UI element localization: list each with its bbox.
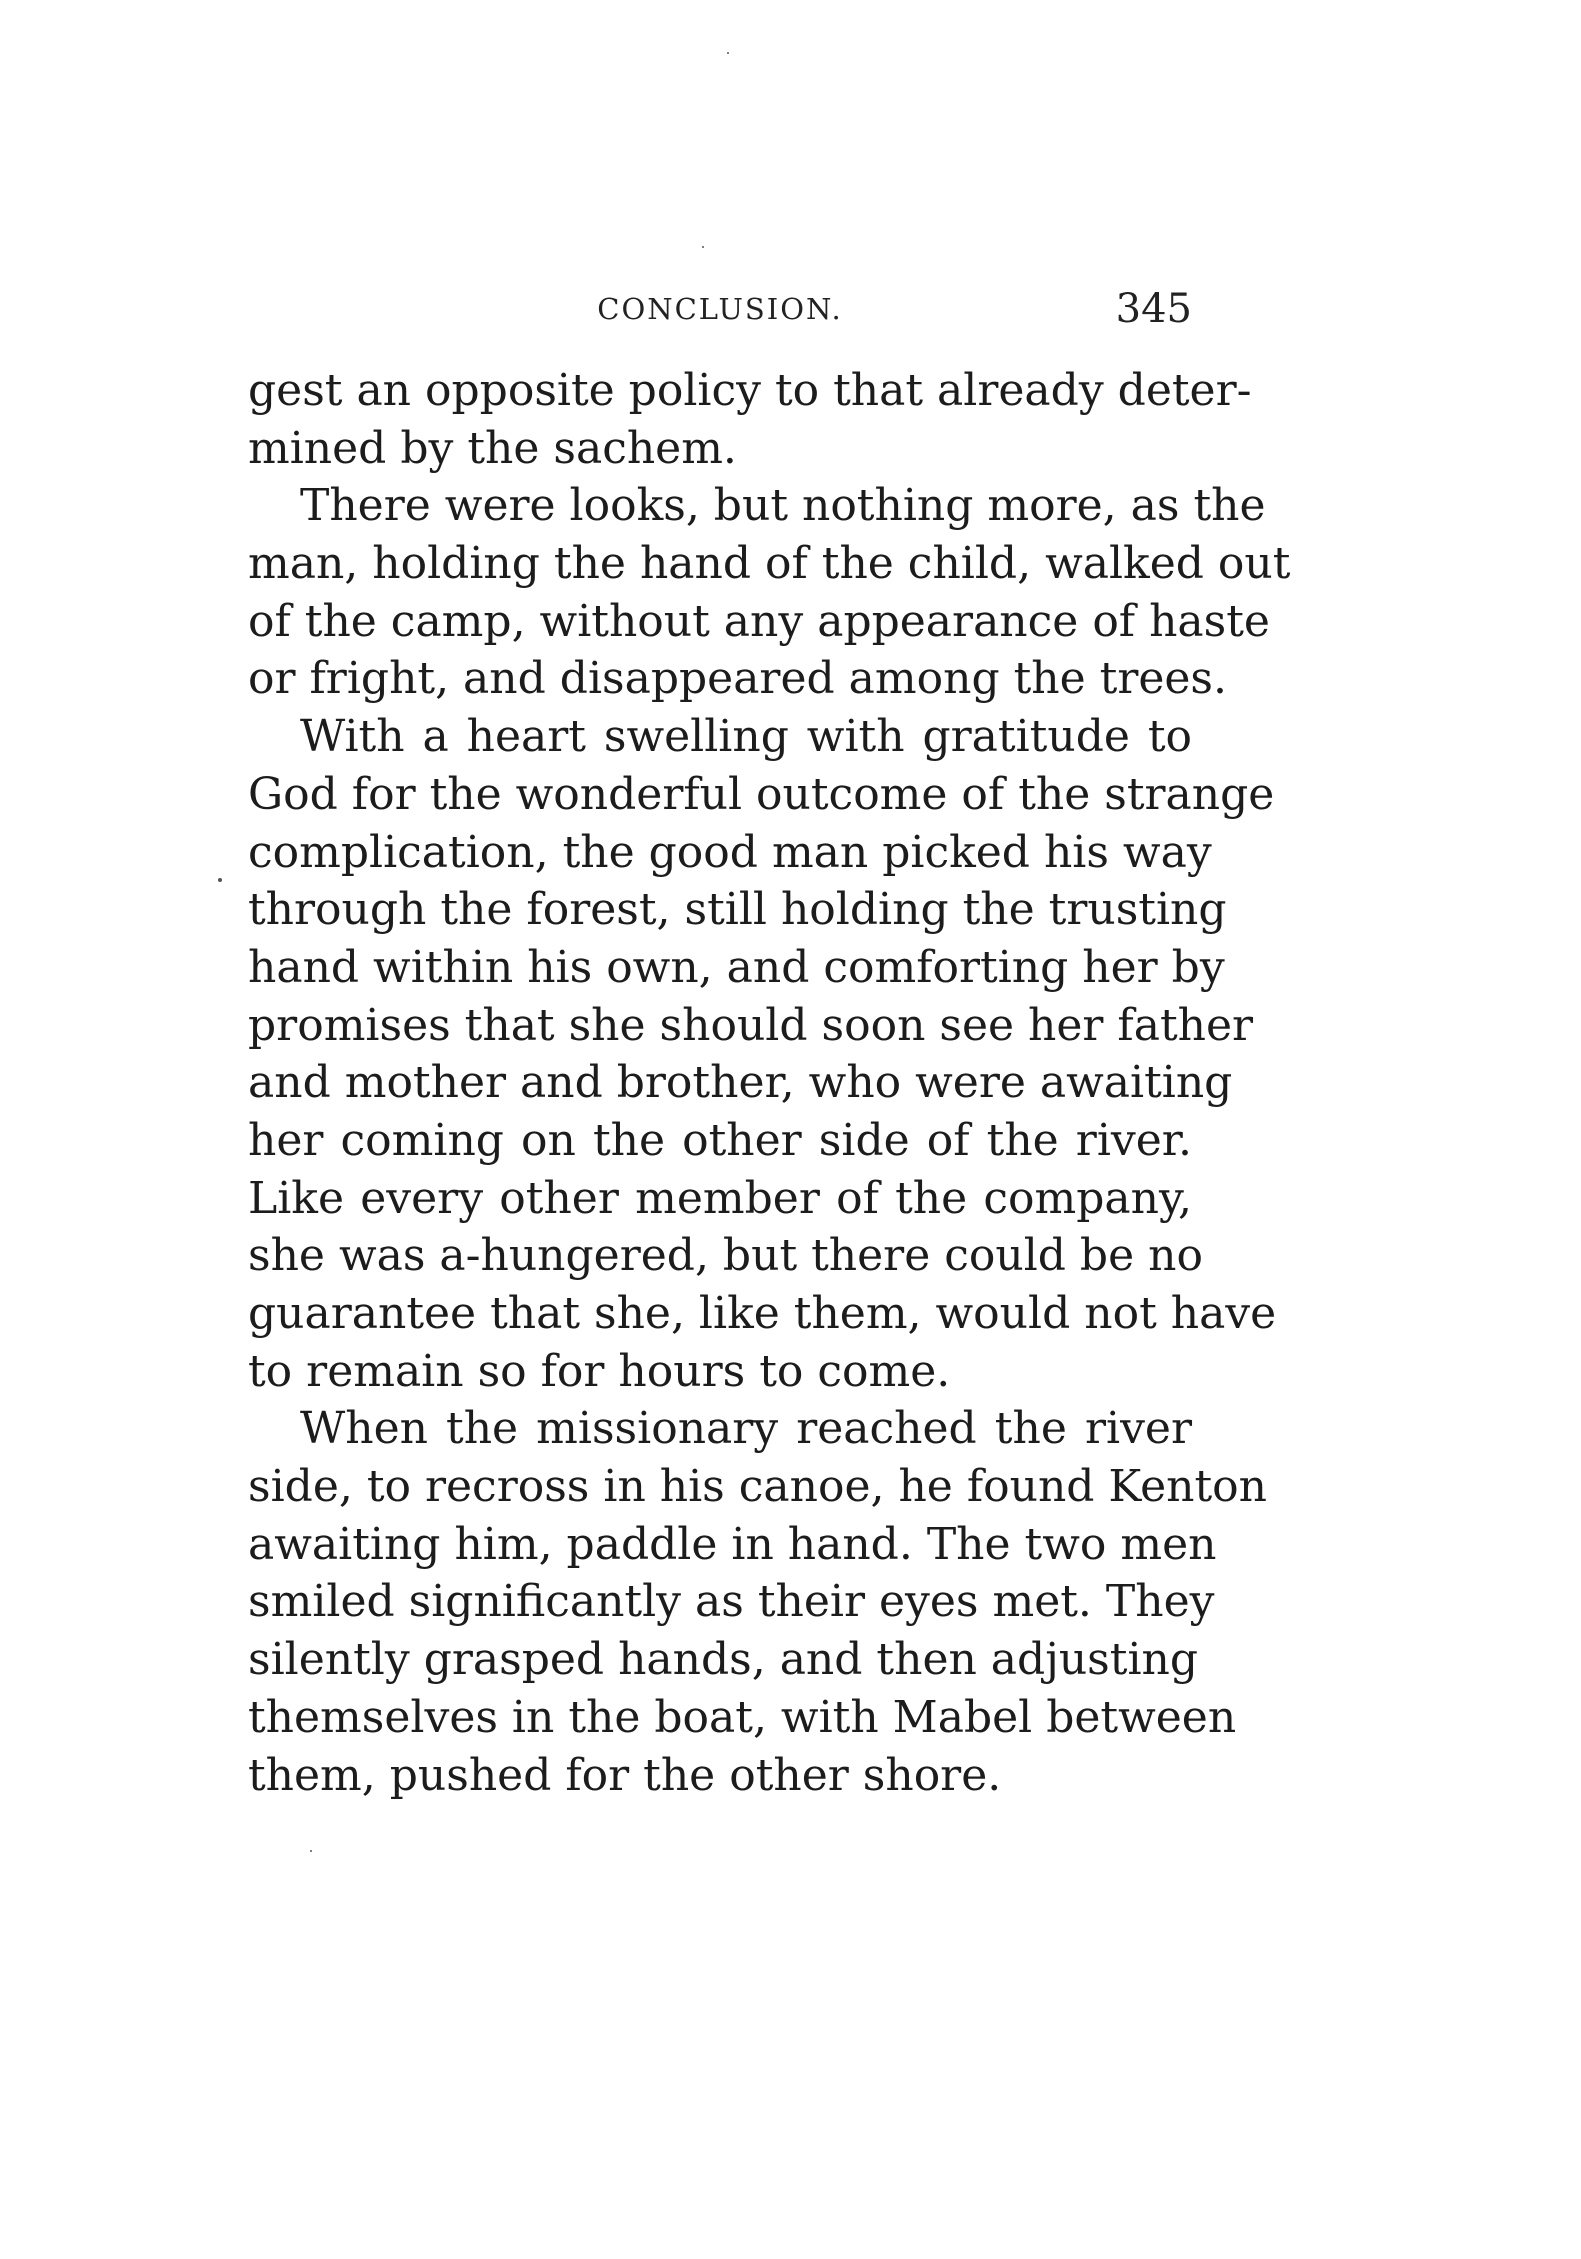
text-line: them, pushed for the other shore. [248, 1749, 1002, 1801]
text-line: Like every other member of the company, [248, 1172, 1192, 1224]
text-line: awaiting him, paddle in hand. The two men [248, 1518, 1217, 1570]
text-line: hand within his own, and comforting her by [248, 941, 1225, 993]
text-line: When the missionary reached the river [300, 1403, 1192, 1455]
text-line: and mother and brother, who were awaiting [248, 1057, 1233, 1109]
scan-speck [727, 52, 729, 54]
running-head [248, 286, 1192, 336]
text-line: or fright, and disappeared among the trees. [248, 653, 1227, 705]
text-line: guarantee that she, like them, would not have [248, 1288, 1277, 1339]
text-line: There were looks, but nothing more, as the [300, 480, 1266, 532]
text-line: promises that she should soon see her father [248, 999, 1254, 1051]
text-line: God for the wonderful outcome of the strange [248, 768, 1275, 820]
scan-speck [310, 1850, 312, 1852]
text-line: smiled significantly as their eyes met. They [248, 1576, 1215, 1628]
scan-speck [218, 878, 222, 882]
page-number: 345 [1115, 286, 1192, 332]
body-text [248, 362, 1291, 1804]
text-line: mined by the sachem. [248, 422, 737, 474]
chapter-title: CONCLUSION. [597, 292, 843, 326]
text-line: through the forest, still holding the trusting [248, 884, 1227, 936]
text-line: she was a-hungered, but there could be no [248, 1230, 1203, 1282]
text-line: to remain so for hours to come. [248, 1345, 951, 1397]
text-line: her coming on the other side of the river. [248, 1114, 1192, 1166]
text-line: themselves in the boat, with Mabel between [248, 1691, 1237, 1743]
text-line: With a heart swelling with gratitude to [300, 711, 1192, 763]
text-line: of the camp, without any appearance of haste [248, 595, 1270, 647]
text-line: side, to recross in his canoe, he found Kenton [248, 1461, 1268, 1513]
text-line: complication, the good man picked his way [248, 826, 1212, 878]
scan-speck [702, 246, 704, 248]
text-line: silently grasped hands, and then adjusting [248, 1634, 1199, 1686]
text-line: gest an opposite policy to that already deter- [248, 365, 1252, 416]
text-line: man, holding the hand of the child, walked out [248, 538, 1291, 590]
